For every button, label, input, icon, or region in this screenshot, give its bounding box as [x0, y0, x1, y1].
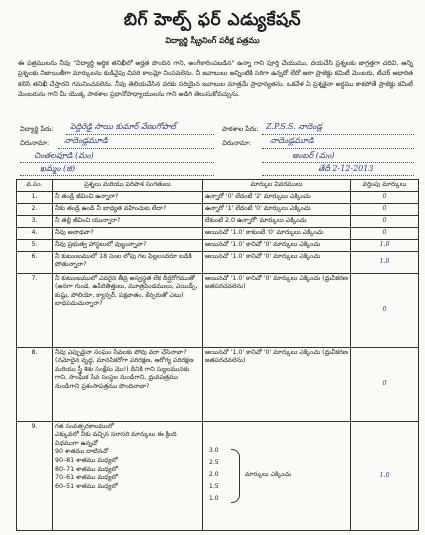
mandal-value[interactable]: చింతలపూడి (మం)	[34, 151, 94, 160]
table-row	[17, 347, 419, 421]
header-question: ప్రశ్నలు మరియు పరిపాశ సంగతులు	[53, 180, 203, 192]
row-details: అయినచో '1.0' కానిచో '0' మార్కులు ఎక్కించు (ధ్రువీకరణ జతపరచవలెను)	[203, 273, 351, 347]
row-details: అయినచో '1.0' కానిచో '0' మార్కులు ఎక్కించు	[203, 251, 351, 273]
table-header-row	[17, 180, 419, 192]
row-details: ఉన్నారో '1' లేదంటే '0' మార్కులు ఎక్కించు	[203, 203, 351, 215]
row-number: 3.	[17, 215, 53, 227]
row-number: 9.	[17, 421, 53, 530]
table-row	[17, 421, 419, 530]
class-value[interactable]: అంబర్ (మం)	[292, 151, 335, 160]
row-details: ఉన్నారో '0' లేదంటే '2' మార్కులు ఎక్కించు	[203, 191, 351, 203]
row-number: 1.	[17, 191, 53, 203]
row-number: 2.	[17, 203, 53, 215]
address2-label: చిరునామా:	[222, 139, 252, 147]
scale-value: 1.0	[209, 494, 219, 502]
table-row	[17, 239, 419, 251]
page-title: బిగ్ హెల్ప్ ఫర్ ఎడ్యుకేషన్	[123, 10, 302, 30]
scale-value: 1.5	[209, 482, 219, 490]
address-value[interactable]: నాదెండ్లమూడి	[64, 136, 108, 145]
brace-icon	[231, 449, 240, 503]
row-details: అయినచో '1.0' కానిచో '0' మార్కులు ఎక్కించు (ధ్రువీకరణ జతపరచవలెను)	[203, 347, 351, 421]
table-row	[17, 251, 419, 273]
school-name-label: పాఠశాల పేరు:	[222, 125, 259, 133]
table-row	[17, 191, 419, 203]
grade-item: 80–71 శాతము మధ్యలో	[55, 465, 118, 473]
row-marks[interactable]: 0	[351, 227, 419, 239]
class-line	[262, 162, 414, 163]
address2-line	[262, 148, 414, 149]
intro-paragraph: ఈ పత్రములను నీవు "విద్యార్థి ఆర్థిక తనిఖీలో అర్హత పొందిన గాని, అంగీకారింపబడిన" ఉన్నా గాని పూర్తి చేయుము, దయచేసి ప్రశ్నలకు జాగ్రత్తగా చదివి, ఆన్ని ప్రశ్నలకు నిజాయితీగా మార్కులను కుడివైపు చివరి కాలమ్లో నింపవలెను. నీ జవాబులు అన్నింటికి సరిగా ఉన్నదో లేదో ఆరా ప్రాజెక్టు కమిటీ మెంబరు, టీచర్ ఆధారిత కలిసి తనిఖీ చేస్తారని గమనించవలెను. నీవు తెలియచేసిన వరకు సరియైన జవాబుల మాత్రమే ప్రాధాన్యతను. ఒకవేళ ఏ ప్రశ్నకైనా అర్థము కాకపోతే ప్రాజెక్టు కమిటీ మెంబరును గాని మీ యొక్క పాఠశాల ప్రధానోపాధ్యాయులను గాని అడిగి తెలుసుకోవచ్చును.	[18, 59, 413, 98]
scale-value: 2.5	[209, 458, 219, 466]
row-question: నీవు అనాథవా?	[53, 227, 203, 239]
row-question-title: గత సంవత్సరకాలములో	[55, 422, 114, 430]
row-question: నీ తండ్రి జీవించి ఉన్నారా?	[53, 191, 203, 203]
row-question-detail: ఎక్కువలో నీకు వచ్చిన సరాసరి మార్కులు ఈ క్రింది విధముగా ఉన్నచో	[55, 431, 177, 447]
row-marks[interactable]: 0	[351, 203, 419, 215]
row-details	[203, 421, 351, 530]
row-question: నీ కుటుంబములో ఎవరైన తీవ్ర అస్వస్థత లేక దీర్ఘరోగముతో (అనగా గుండె, ఉపిరితిత్తులు, మూత్రపిండములు, ఎయిడ్స్, కుష్ఠు, పోలియో, క్యాన్సర్, పక్షవాతం, కేన్సరుతో ఎటు) బాధపడుచున్నారా?	[53, 273, 203, 347]
row-question	[53, 421, 203, 530]
row-number: 4.	[17, 227, 53, 239]
row-question: నీ కుటుంబములో 18 సంల లోపు గల పిల్లలందరూ బడికి పోతున్నారా?	[53, 251, 203, 273]
row-question: నీకు తండ్రి ఉండి నీ బాధ్యత వహించుట లేదా?	[53, 203, 203, 215]
row-marks[interactable]: 1.0	[351, 239, 419, 251]
page-subtitle: విద్యార్థి స్క్రీనింగ్ పరీక్ష పత్రము	[165, 36, 260, 45]
row-number: 7.	[17, 273, 53, 347]
student-name-line	[66, 134, 214, 135]
table-row	[17, 227, 419, 239]
header-serial: వ.సం.	[17, 180, 53, 192]
grade-list	[55, 448, 200, 491]
row-marks[interactable]: 0	[351, 273, 419, 347]
screening-table	[16, 179, 419, 531]
grade-item: 70–61 శాతము మధ్యలో	[55, 474, 118, 482]
school-name-line	[262, 134, 414, 135]
row-marks[interactable]: 0	[351, 191, 419, 203]
row-question: నీ తల్లి జీవించి యున్నారా?	[53, 215, 203, 227]
student-name-label: విద్యార్థి పేరు:	[20, 125, 54, 133]
row-number: 5.	[17, 239, 53, 251]
row-details: అయినచో '1.0' కాకుంటే '0' మార్కులు ఎక్కించు	[203, 227, 351, 239]
district-line	[20, 175, 214, 176]
row-question: నీవు ఎప్పుడైనా సంఘం సేవలకు పోవు వరా చేసినావా? (నమోదైన వృద్ధ, మానసికరోగా పరిరక్షణ, ఆరోగ్య పరిరక్షణ మరియు స్త్రీ శిశు సంక్షేమ మొ!) దీనికి గాని స్యులమునకు గాని, సాంఘిక సేవ సంస్థల నుండిగాని, ధ్రువపత్రము నుండిగాని ప్రశంసాపత్రము పొందినావా?	[53, 347, 203, 421]
row-details: లేకుంటే 2.0 ఉన్నారో' మార్కులు ఎక్కించు	[203, 215, 351, 227]
header-details: మార్కుల వివరములు	[203, 180, 351, 192]
scale-value: 2.0	[209, 470, 219, 478]
mark-scale	[205, 443, 348, 509]
school-name-value[interactable]: Z.P.S.S. నాదెండ్ల	[266, 122, 323, 131]
row-number: 8.	[17, 347, 53, 421]
row-question: నీవు ప్రభుత్వ హాస్టలులో వుల్ఖున్నావా?	[53, 239, 203, 251]
grade-item: 60–51 శాతము మధ్యలో	[55, 482, 118, 490]
scale-value: 3.0	[209, 446, 219, 454]
student-name-value[interactable]: పెద్దిరెడ్డి సాయి కుమార్ వేణుగోపాల్	[70, 122, 176, 131]
grade-item: 90–81 శాతము మధ్యలో	[55, 456, 118, 464]
row-details: అయినచో '1.0' కానిచో '0' మార్కులు ఎక్కించు	[203, 239, 351, 251]
address2-value[interactable]: నాదెండ్లమూడి	[270, 136, 314, 145]
district-value[interactable]: ఖమ్మం (జి)	[40, 164, 76, 173]
row-marks[interactable]: 0	[351, 215, 419, 227]
row-marks[interactable]: 1.0	[351, 251, 419, 273]
mandal-line	[20, 162, 214, 163]
date-value[interactable]: తేదీ 2-12-2013	[318, 164, 374, 173]
address-line	[58, 148, 214, 149]
row-marks[interactable]: 1.0	[351, 421, 419, 530]
header-marks: వర్తింపు మార్కులు	[351, 180, 419, 192]
table-row	[17, 215, 419, 227]
table-row	[17, 273, 419, 347]
grade-item: 90 శాతము దాటినచో	[55, 448, 109, 456]
date-line	[262, 175, 414, 176]
row-marks[interactable]: 0	[351, 347, 419, 421]
scale-label: మార్కులు ఎక్కించు	[245, 470, 292, 478]
address-label: చిరునామా:	[20, 139, 50, 147]
table-row	[17, 203, 419, 215]
row-number: 6.	[17, 251, 53, 273]
